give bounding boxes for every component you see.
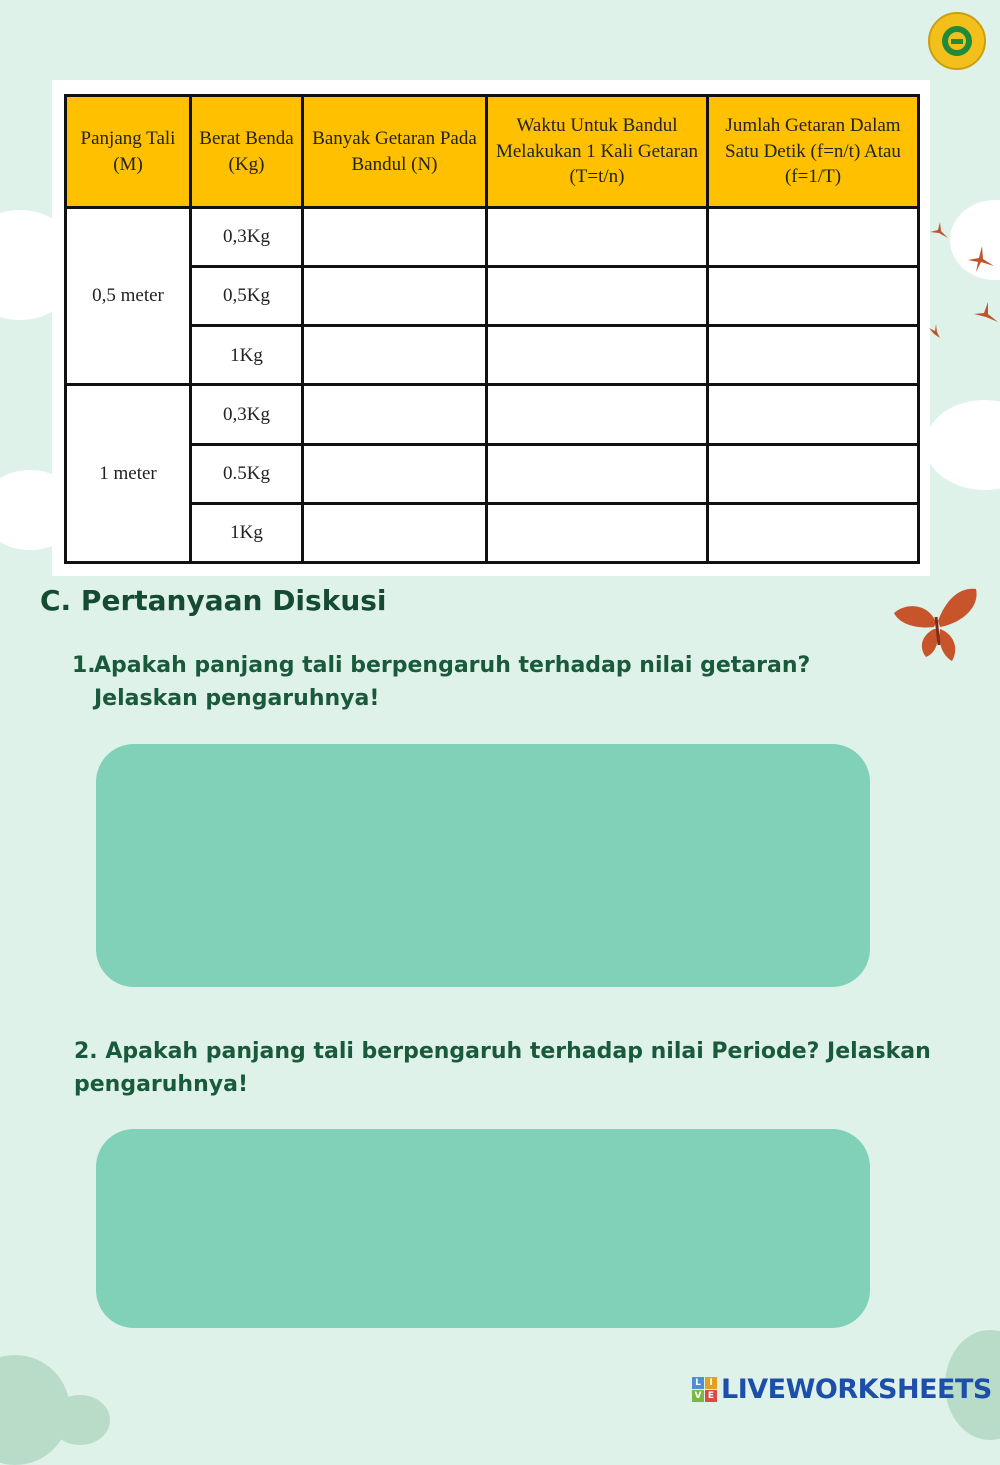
period-cell[interactable] bbox=[487, 208, 708, 267]
cloud-decoration bbox=[925, 400, 1000, 490]
vibration-count-cell[interactable] bbox=[303, 385, 487, 444]
bird-icon bbox=[928, 220, 950, 242]
frequency-cell[interactable] bbox=[708, 326, 919, 385]
period-cell[interactable] bbox=[487, 385, 708, 444]
bird-icon bbox=[972, 300, 1000, 328]
bird-icon bbox=[966, 244, 996, 274]
question-1-number: 1. bbox=[72, 653, 96, 678]
vibration-count-cell[interactable] bbox=[303, 326, 487, 385]
vibration-count-cell[interactable] bbox=[303, 208, 487, 267]
question-1 bbox=[72, 649, 932, 715]
weight-cell: 0,5Kg bbox=[191, 267, 303, 326]
bird-icon bbox=[928, 322, 942, 340]
table-row bbox=[66, 326, 919, 385]
table-row bbox=[66, 208, 919, 267]
vibration-count-cell[interactable] bbox=[303, 444, 487, 503]
period-cell[interactable] bbox=[487, 503, 708, 562]
header-length: Panjang Tali (M) bbox=[66, 96, 191, 208]
weight-cell: 1Kg bbox=[191, 326, 303, 385]
period-cell[interactable] bbox=[487, 267, 708, 326]
liveworksheets-logo-icon: L I V E bbox=[692, 1377, 717, 1402]
frequency-cell[interactable] bbox=[708, 503, 919, 562]
header-frequency: Jumlah Getaran Dalam Satu Detik (f=n/t) Atau (f=1/T) bbox=[708, 96, 919, 208]
school-logo bbox=[928, 12, 986, 70]
frequency-cell[interactable] bbox=[708, 385, 919, 444]
question-1-text: Apakah panjang tali berpengaruh terhadap nilai getaran? Jelaskan pengaruhnya! bbox=[94, 653, 811, 711]
period-cell[interactable] bbox=[487, 326, 708, 385]
frequency-cell[interactable] bbox=[708, 208, 919, 267]
liveworksheets-watermark bbox=[692, 1374, 992, 1405]
answer-input-2[interactable] bbox=[96, 1129, 870, 1328]
weight-cell: 0,3Kg bbox=[191, 208, 303, 267]
frequency-cell[interactable] bbox=[708, 267, 919, 326]
header-vibration-count: Banyak Getaran Pada Bandul (N) bbox=[303, 96, 487, 208]
length-cell: 0,5 meter bbox=[66, 208, 191, 385]
watermark-text: LIVEWORKSHEETS bbox=[721, 1374, 992, 1405]
table-header-row bbox=[66, 96, 919, 208]
bush-decoration bbox=[50, 1395, 110, 1445]
period-cell[interactable] bbox=[487, 444, 708, 503]
table-row bbox=[66, 267, 919, 326]
experiment-table-card bbox=[52, 80, 930, 576]
school-emblem-icon bbox=[940, 24, 974, 58]
length-cell: 1 meter bbox=[66, 385, 191, 563]
frequency-cell[interactable] bbox=[708, 444, 919, 503]
experiment-table bbox=[64, 94, 920, 564]
weight-cell: 0,3Kg bbox=[191, 385, 303, 444]
header-weight: Berat Benda (Kg) bbox=[191, 96, 303, 208]
weight-cell: 0.5Kg bbox=[191, 444, 303, 503]
section-title: C. Pertanyaan Diskusi bbox=[40, 584, 387, 617]
header-period: Waktu Untuk Bandul Melakukan 1 Kali Getaran (T=t/n) bbox=[487, 96, 708, 208]
weight-cell: 1Kg bbox=[191, 503, 303, 562]
table-row bbox=[66, 444, 919, 503]
question-2-text: 2. Apakah panjang tali berpengaruh terhadap nilai Periode? Jelaskan pengaruhnya! bbox=[74, 1039, 931, 1097]
table-row bbox=[66, 503, 919, 562]
vibration-count-cell[interactable] bbox=[303, 267, 487, 326]
answer-input-1[interactable] bbox=[96, 744, 870, 987]
vibration-count-cell[interactable] bbox=[303, 503, 487, 562]
table-row bbox=[66, 385, 919, 444]
